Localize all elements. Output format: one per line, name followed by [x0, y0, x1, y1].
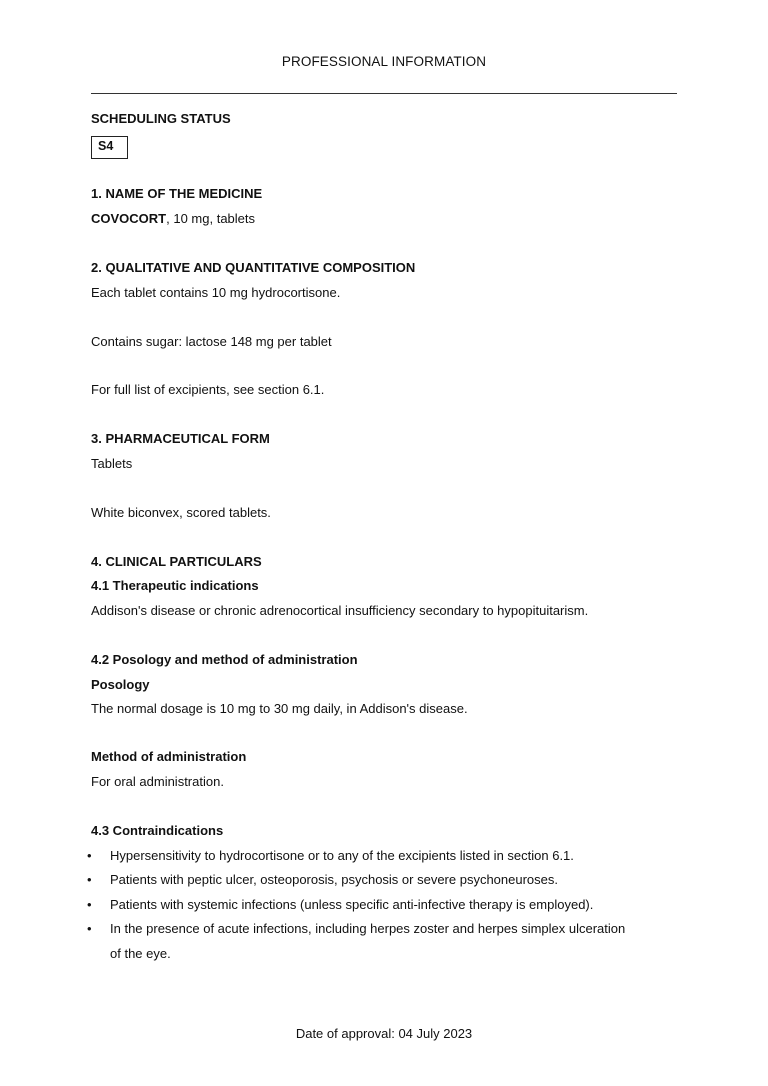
section-3-heading: 3. PHARMACEUTICAL FORM [91, 431, 270, 446]
pharmaceutical-form-text: Tablets [91, 456, 133, 471]
bullet-icon: • [87, 848, 92, 863]
document-title: PROFESSIONAL INFORMATION [281, 54, 487, 69]
method-of-administration-heading: Method of administration [91, 749, 247, 764]
therapeutic-indications-text: Addison's disease or chronic adrenocortical insufficiency secondary to hypopituitarism. [91, 603, 589, 618]
method-of-administration-text: For oral administration. [91, 774, 224, 789]
contraindication-item: In the presence of acute infections, including herpes zoster and herpes simplex ulceration [110, 921, 626, 936]
contraindication-item: Hypersensitivity to hydrocortisone or to any of the excipients listed in section 6.1. [110, 848, 574, 863]
contraindication-item: Patients with peptic ulcer, osteoporosis, psychosis or severe psychoneuroses. [110, 872, 559, 887]
posology-heading: Posology [91, 677, 150, 692]
bullet-icon: • [87, 872, 92, 887]
excipients-reference-text: For full list of excipients, see section 6.1. [91, 382, 325, 397]
scheduling-status-badge: S4 [91, 136, 128, 159]
section-4-3-heading: 4.3 Contraindications [91, 823, 224, 838]
contraindication-item-continuation: of the eye. [110, 946, 171, 961]
tablet-description-text: White biconvex, scored tablets. [91, 505, 271, 520]
section-4-2-heading: 4.2 Posology and method of administration [91, 652, 358, 667]
bullet-icon: • [87, 921, 92, 936]
section-4-heading: 4. CLINICAL PARTICULARS [91, 554, 262, 569]
posology-text: The normal dosage is 10 mg to 30 mg daily, in Addison's disease. [91, 701, 468, 716]
header-divider [91, 93, 677, 94]
composition-text: Each tablet contains 10 mg hydrocortisone. [91, 285, 341, 300]
product-strength: , 10 mg, tablets [166, 211, 256, 226]
section-4-1-heading: 4.1 Therapeutic indications [91, 578, 259, 593]
product-name: COVOCORT [91, 211, 167, 226]
product-name-line [91, 211, 255, 226]
sugar-content-text: Contains sugar: lactose 148 mg per tablet [91, 334, 332, 349]
section-2-heading: 2. QUALITATIVE AND QUANTITATIVE COMPOSITION [91, 260, 416, 275]
section-1-heading: 1. NAME OF THE MEDICINE [91, 186, 263, 201]
bullet-icon: • [87, 897, 92, 912]
scheduling-status-heading: SCHEDULING STATUS [91, 111, 231, 126]
approval-date: Date of approval: 04 July 2023 [295, 1026, 473, 1041]
contraindication-item: Patients with systemic infections (unless specific anti-infective therapy is employed). [110, 897, 594, 912]
